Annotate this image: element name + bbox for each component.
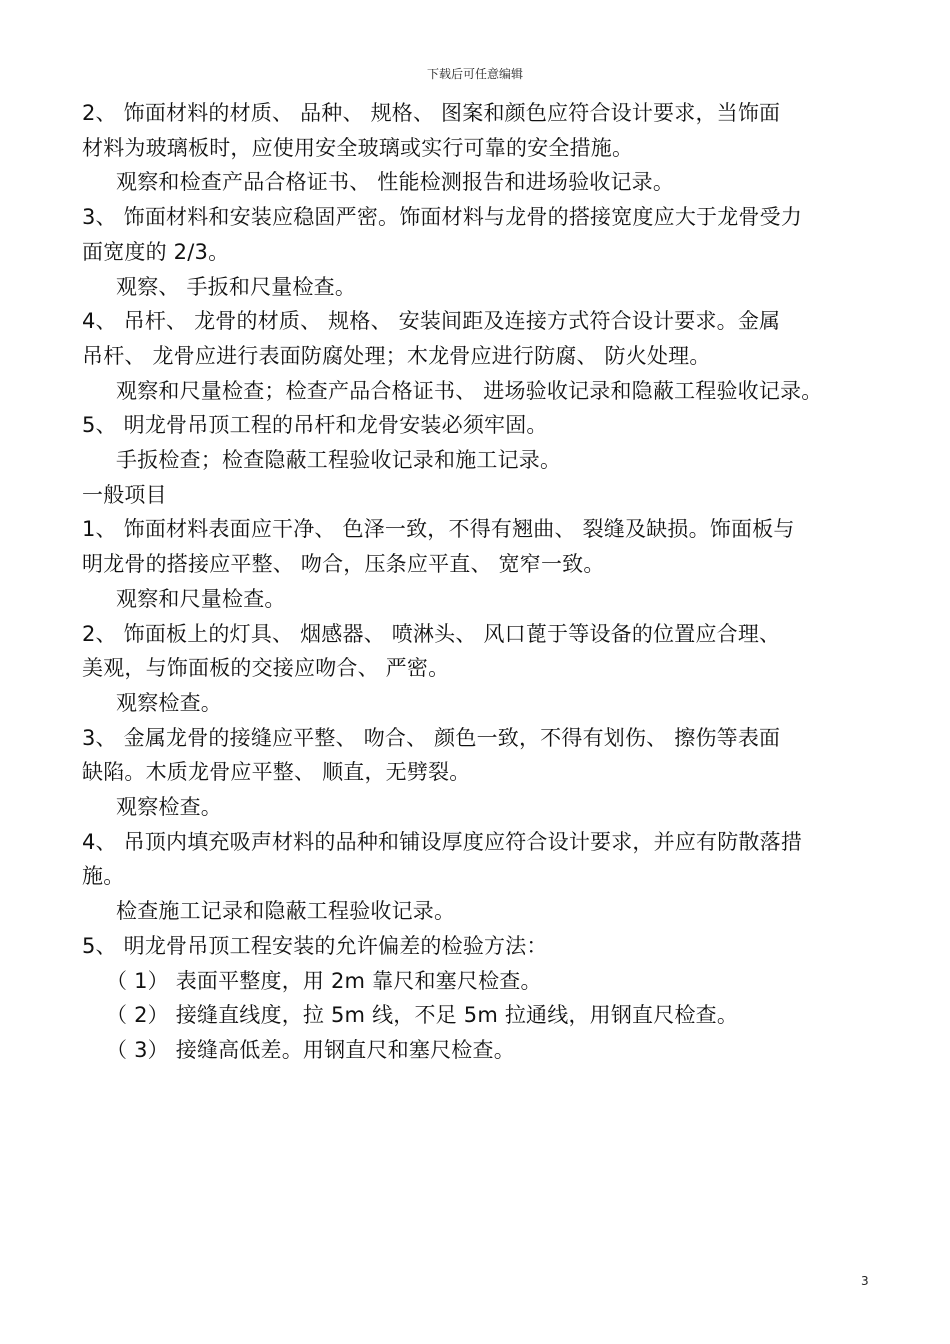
text-line: 1、 饰面材料表面应干净、 色泽一致，不得有翘曲、 裂缝及缺损。饰面板与 <box>82 517 795 542</box>
page-header: 下载后可任意编辑 <box>426 67 523 81</box>
text-line: 检查施工记录和隐蔽工程验收记录。 <box>116 899 456 924</box>
text-line: 观察检查。 <box>116 795 222 820</box>
text-line: 手扳检查；检查隐蔽工程验收记录和施工记录。 <box>116 448 562 473</box>
text-line: 缺陷。木质龙骨应平整、 顺直，无劈裂。 <box>82 760 471 785</box>
text-line: （ 1） 表面平整度，用 2m 靠尺和塞尺检查。 <box>106 968 542 993</box>
text-line: 观察和尺量检查；检查产品合格证书、 进场验收记录和隐蔽工程验收记录。 <box>116 378 823 403</box>
text-line: 美观，与饰面板的交接应吻合、 严密。 <box>82 656 450 681</box>
text-line: 2、 饰面材料的材质、 品种、 规格、 图案和颜色应符合设计要求，当饰面 <box>82 101 781 125</box>
text-line: 材料为玻璃板时，应使用安全玻璃或实行可靠的安全措施。 <box>82 135 634 160</box>
text-line: 明龙骨的搭接应平整、 吻合，压条应平直、 宽窄一致。 <box>82 552 605 577</box>
text-line: 施。 <box>82 864 125 889</box>
text-line: 4、 吊杆、 龙骨的材质、 规格、 安装间距及连接方式符合设计要求。金属 <box>82 309 781 334</box>
text-line: （ 3） 接缝高低差。用钢直尺和塞尺检查。 <box>106 1037 515 1062</box>
text-line: 2、 饰面板上的灯具、 烟感器、 喷淋头、 风口蓖于等设备的位置应合理、 <box>82 621 781 646</box>
document-body <box>82 96 882 1068</box>
text-line: 5、 明龙骨吊顶工程的吊杆和龙骨安装必须牢固。 <box>82 413 548 438</box>
page-number: 3 <box>861 1274 869 1288</box>
text-line: （ 2） 接缝直线度，拉 5m 线，不足 5m 拉通线，用钢直尺检查。 <box>106 1003 739 1028</box>
text-line: 观察检查。 <box>116 690 222 715</box>
text-line: 5、 明龙骨吊顶工程安装的允许偏差的检验方法： <box>82 933 548 958</box>
text-line: 观察和尺量检查。 <box>116 586 286 611</box>
text-line: 吊杆、 龙骨应进行表面防腐处理；木龙骨应进行防腐、 防火处理。 <box>82 343 711 368</box>
text-line: 观察和检查产品合格证书、 性能检测报告和进场验收记录。 <box>116 170 675 195</box>
section-heading: 一般项目 <box>82 482 167 507</box>
text-line: 3、 饰面材料和安装应稳固严密。饰面材料与龙骨的搭接宽度应大于龙骨受力 <box>82 205 803 230</box>
text-line: 3、 金属龙骨的接缝应平整、 吻合、 颜色一致，不得有划伤、 擦伤等表面 <box>82 725 781 750</box>
text-line: 观察、 手扳和尺量检查。 <box>116 274 357 299</box>
text-line: 4、 吊顶内填充吸声材料的品种和铺设厚度应符合设计要求，并应有防散落措 <box>82 829 803 854</box>
text-line: 面宽度的 2/3。 <box>82 239 230 264</box>
